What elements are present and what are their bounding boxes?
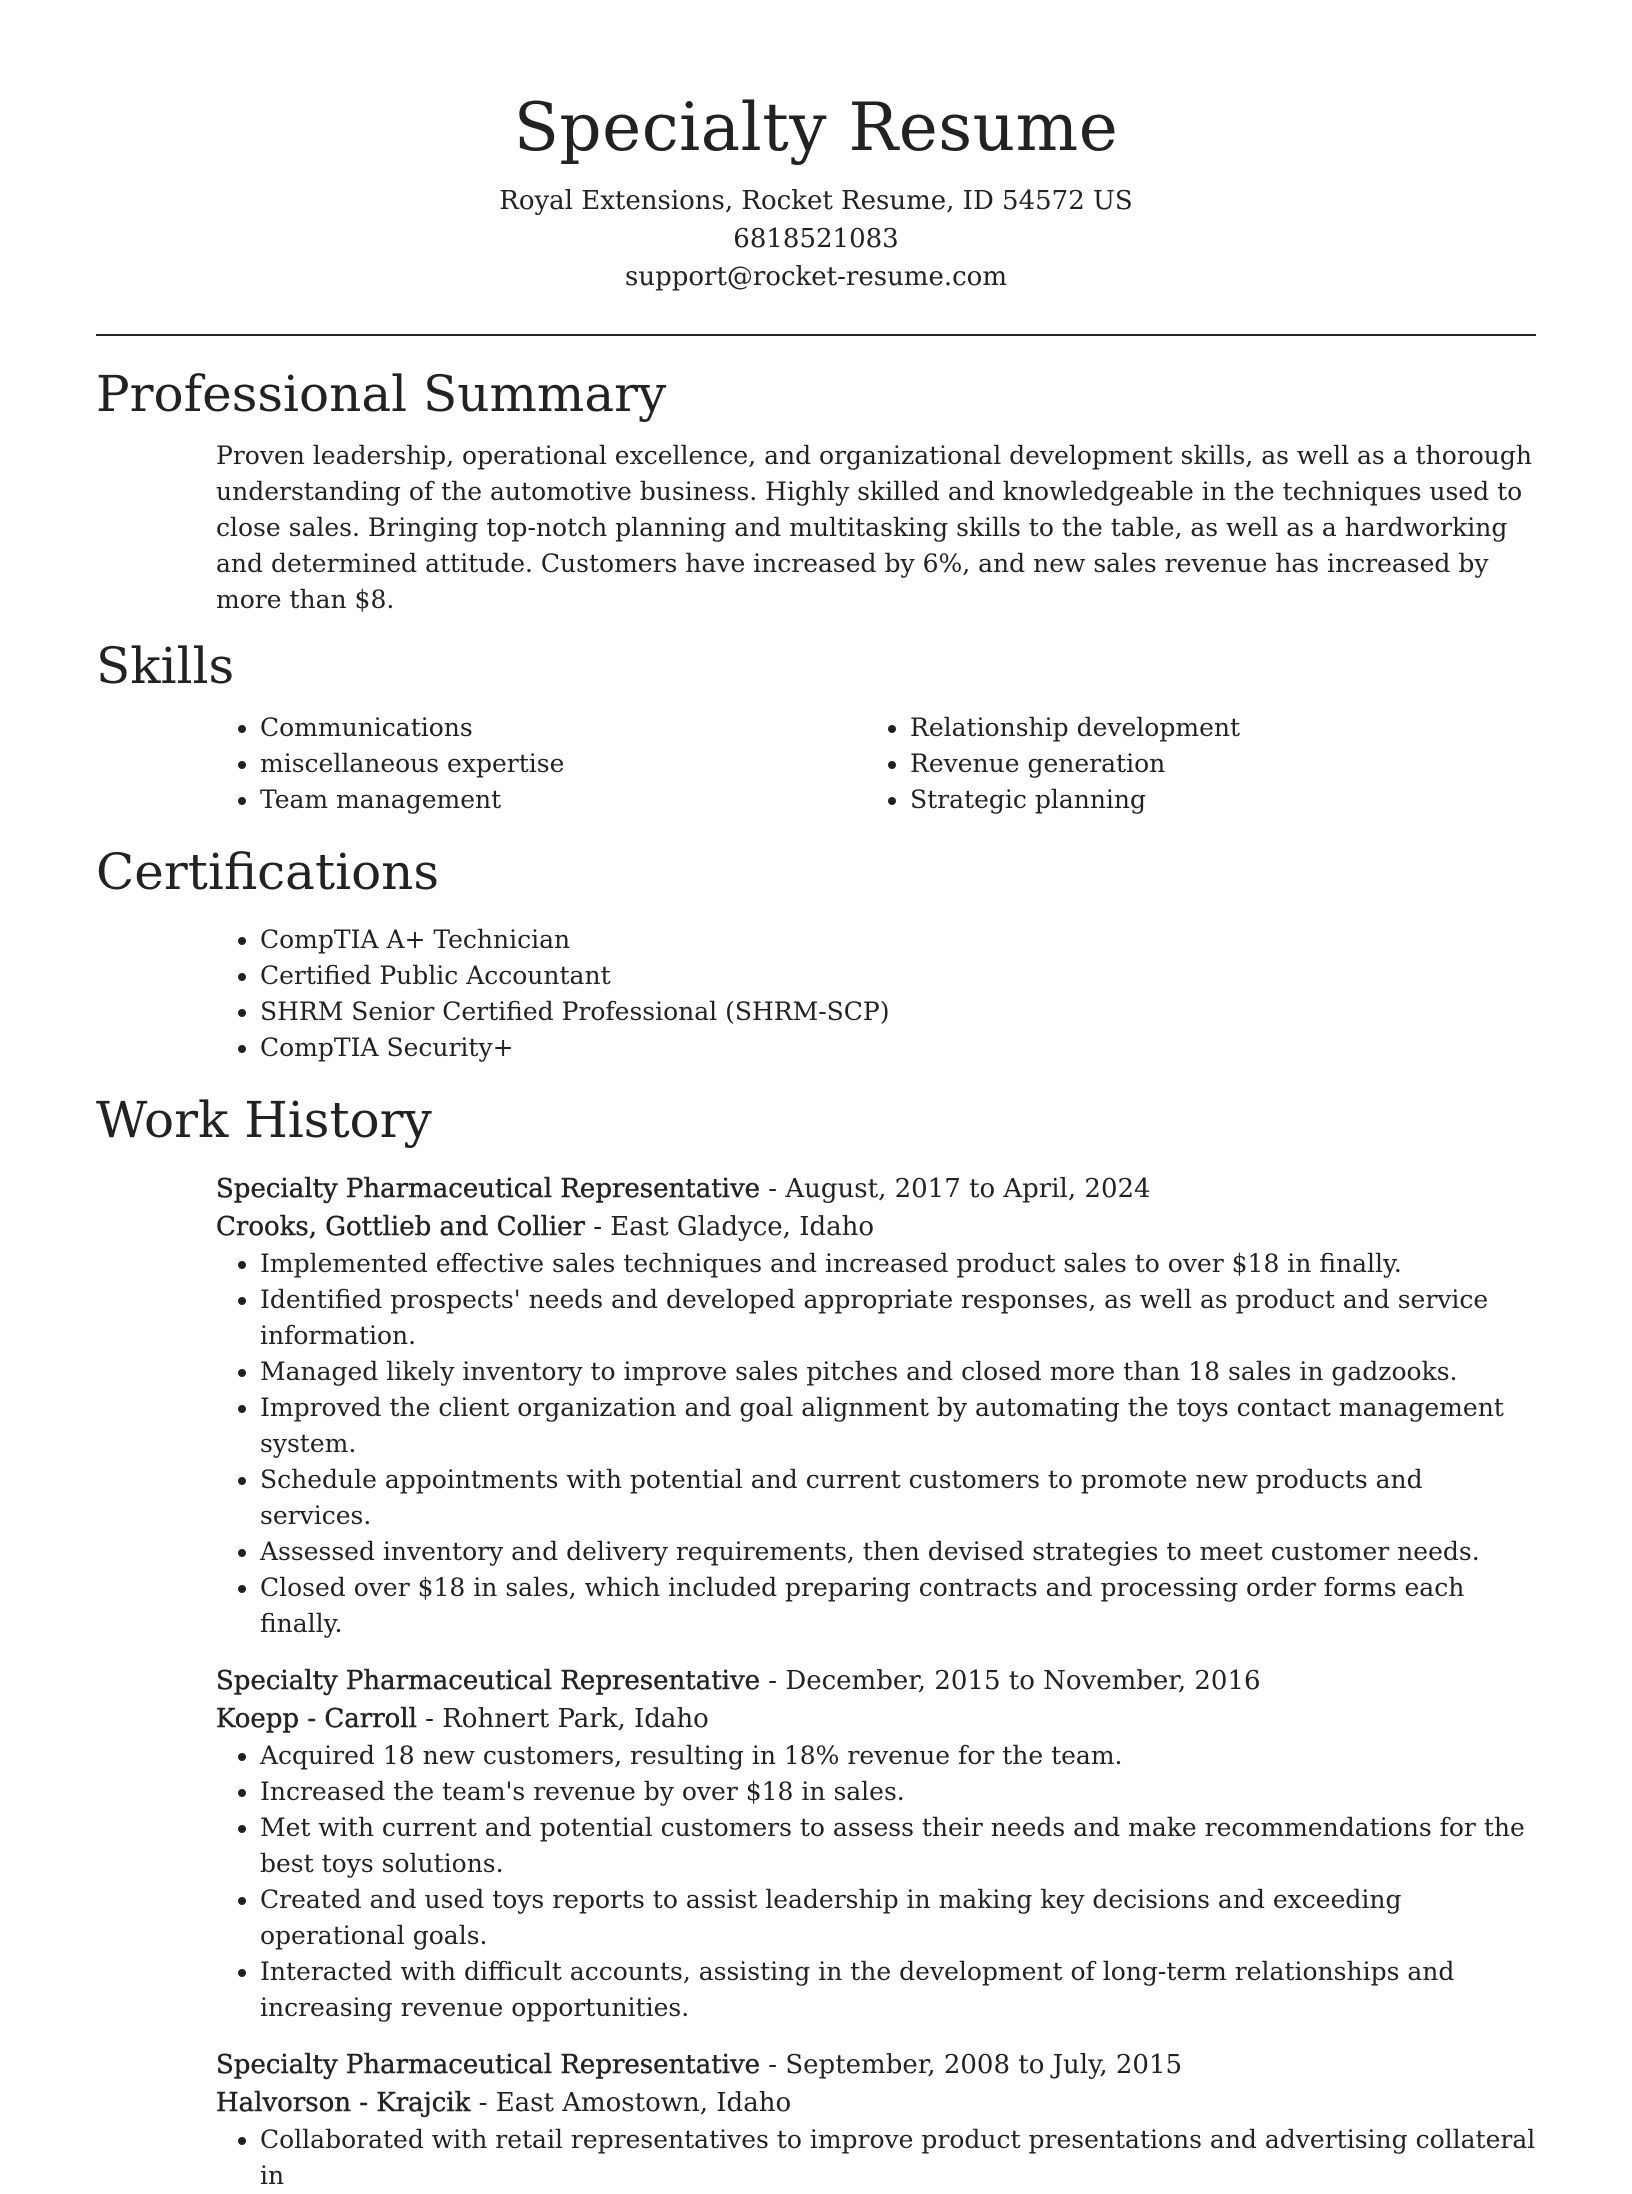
contact-email: support@rocket-resume.com: [624, 262, 1007, 292]
job-dates: - December, 2015 to November, 2016: [760, 1666, 1261, 1696]
contact-block: [96, 182, 1536, 296]
skill-item: • Communications: [260, 710, 866, 746]
job-entry: [216, 2046, 1536, 2194]
job-bullet: • Interacted with difficult accounts, assisting in the development of long-term relationships and increasing revenue opportunities.: [260, 1954, 1536, 2026]
job-entry: [216, 1170, 1536, 1642]
skills-heading: Skills: [96, 637, 235, 695]
work-history-heading: Work History: [96, 1091, 432, 1149]
summary-heading: Professional Summary: [96, 365, 667, 423]
certifications-list: [216, 922, 1536, 1066]
job-location: - Rohnert Park, Idaho: [416, 1704, 709, 1734]
job-dates: - August, 2017 to April, 2024: [760, 1174, 1151, 1204]
job-company-line: [216, 2084, 1536, 2122]
job-entry: [216, 1662, 1536, 2026]
job-location: - East Amostown, Idaho: [470, 2088, 792, 2118]
skill-item: • miscellaneous expertise: [260, 746, 866, 782]
candidate-name: Specialty Resume: [513, 89, 1119, 166]
job-bullet: • Acquired 18 new customers, resulting in 18% revenue for the team.: [260, 1738, 1536, 1774]
summary-text: Proven leadership, operational excellence, and organizational development skills, as well as a thorough understanding of the automotive business. Highly skilled and knowledgeable in the techniques used to close sales. Bringing top-notch planning and multitasking skills to the table, as well as a hardworking and determined attitude. Customers have increased by 6%, and new sales revenue has increased by more than $8.: [216, 441, 1532, 614]
skills-grid: [216, 710, 1536, 818]
job-company-line: [216, 1208, 1536, 1246]
job-role: Specialty Pharmaceutical Representative: [216, 2050, 761, 2080]
job-bullets: [216, 1738, 1536, 2026]
job-bullet: • Implemented effective sales techniques and increased product sales to over $18 in finally.: [260, 1246, 1536, 1282]
job-bullet: • Collaborated with retail representatives to improve product presentations and advertising collateral in: [260, 2122, 1536, 2194]
skill-item: • Team management: [260, 782, 866, 818]
job-title-line: [216, 1170, 1536, 1208]
skills-column-left: [216, 710, 866, 818]
skill-item: • Revenue generation: [910, 746, 1516, 782]
job-bullets: [216, 1246, 1536, 1642]
job-title-line: [216, 1662, 1536, 1700]
certification-item: • SHRM Senior Certified Professional (SHRM-SCP): [260, 994, 1536, 1030]
certifications-block: [216, 922, 1536, 1066]
skills-column-right: [866, 710, 1516, 818]
job-bullet: • Created and used toys reports to assist leadership in making key decisions and exceeding operational goals.: [260, 1882, 1536, 1954]
certification-item: • CompTIA A+ Technician: [260, 922, 1536, 958]
job-dates: - September, 2008 to July, 2015: [760, 2050, 1183, 2080]
job-role: Specialty Pharmaceutical Representative: [216, 1666, 761, 1696]
certification-item: • Certified Public Accountant: [260, 958, 1536, 994]
job-bullet: • Assessed inventory and delivery requirements, then devised strategies to meet customer needs.: [260, 1534, 1536, 1570]
job-role: Specialty Pharmaceutical Representative: [216, 1174, 761, 1204]
resume-header: [96, 0, 1536, 296]
header-divider: [96, 334, 1536, 336]
job-bullets: [216, 2122, 1536, 2194]
job-title-line: [216, 2046, 1536, 2084]
certifications-heading: Certifications: [96, 843, 440, 901]
job-bullet: • Identified prospects' needs and developed appropriate responses, as well as product and service information.: [260, 1282, 1536, 1354]
job-bullet: • Closed over $18 in sales, which included preparing contracts and processing order forms each finally.: [260, 1570, 1536, 1642]
job-company: Halvorson - Krajcik: [216, 2088, 471, 2118]
job-bullet: • Increased the team's revenue by over $18 in sales.: [260, 1774, 1536, 1810]
contact-address: Royal Extensions, Rocket Resume, ID 54572 US: [499, 186, 1133, 216]
job-company-line: [216, 1700, 1536, 1738]
certification-item: • CompTIA Security+: [260, 1030, 1536, 1066]
job-company: Koepp - Carroll: [216, 1704, 417, 1734]
job-bullet: • Met with current and potential customers to assess their needs and make recommendations for the best toys solutions.: [260, 1810, 1536, 1882]
skill-item: • Relationship development: [910, 710, 1516, 746]
job-company: Crooks, Gottlieb and Collier: [216, 1212, 585, 1242]
job-location: - East Gladyce, Idaho: [584, 1212, 875, 1242]
contact-phone: 6818521083: [733, 224, 899, 254]
job-bullet: • Schedule appointments with potential and current customers to promote new products and services.: [260, 1462, 1536, 1534]
skill-item: • Strategic planning: [910, 782, 1516, 818]
job-bullet: • Improved the client organization and goal alignment by automating the toys contact management system.: [260, 1390, 1536, 1462]
job-bullet: • Managed likely inventory to improve sales pitches and closed more than 18 sales in gadzooks.: [260, 1354, 1536, 1390]
skills-list-right: [866, 710, 1516, 818]
skills-list-left: [216, 710, 866, 818]
